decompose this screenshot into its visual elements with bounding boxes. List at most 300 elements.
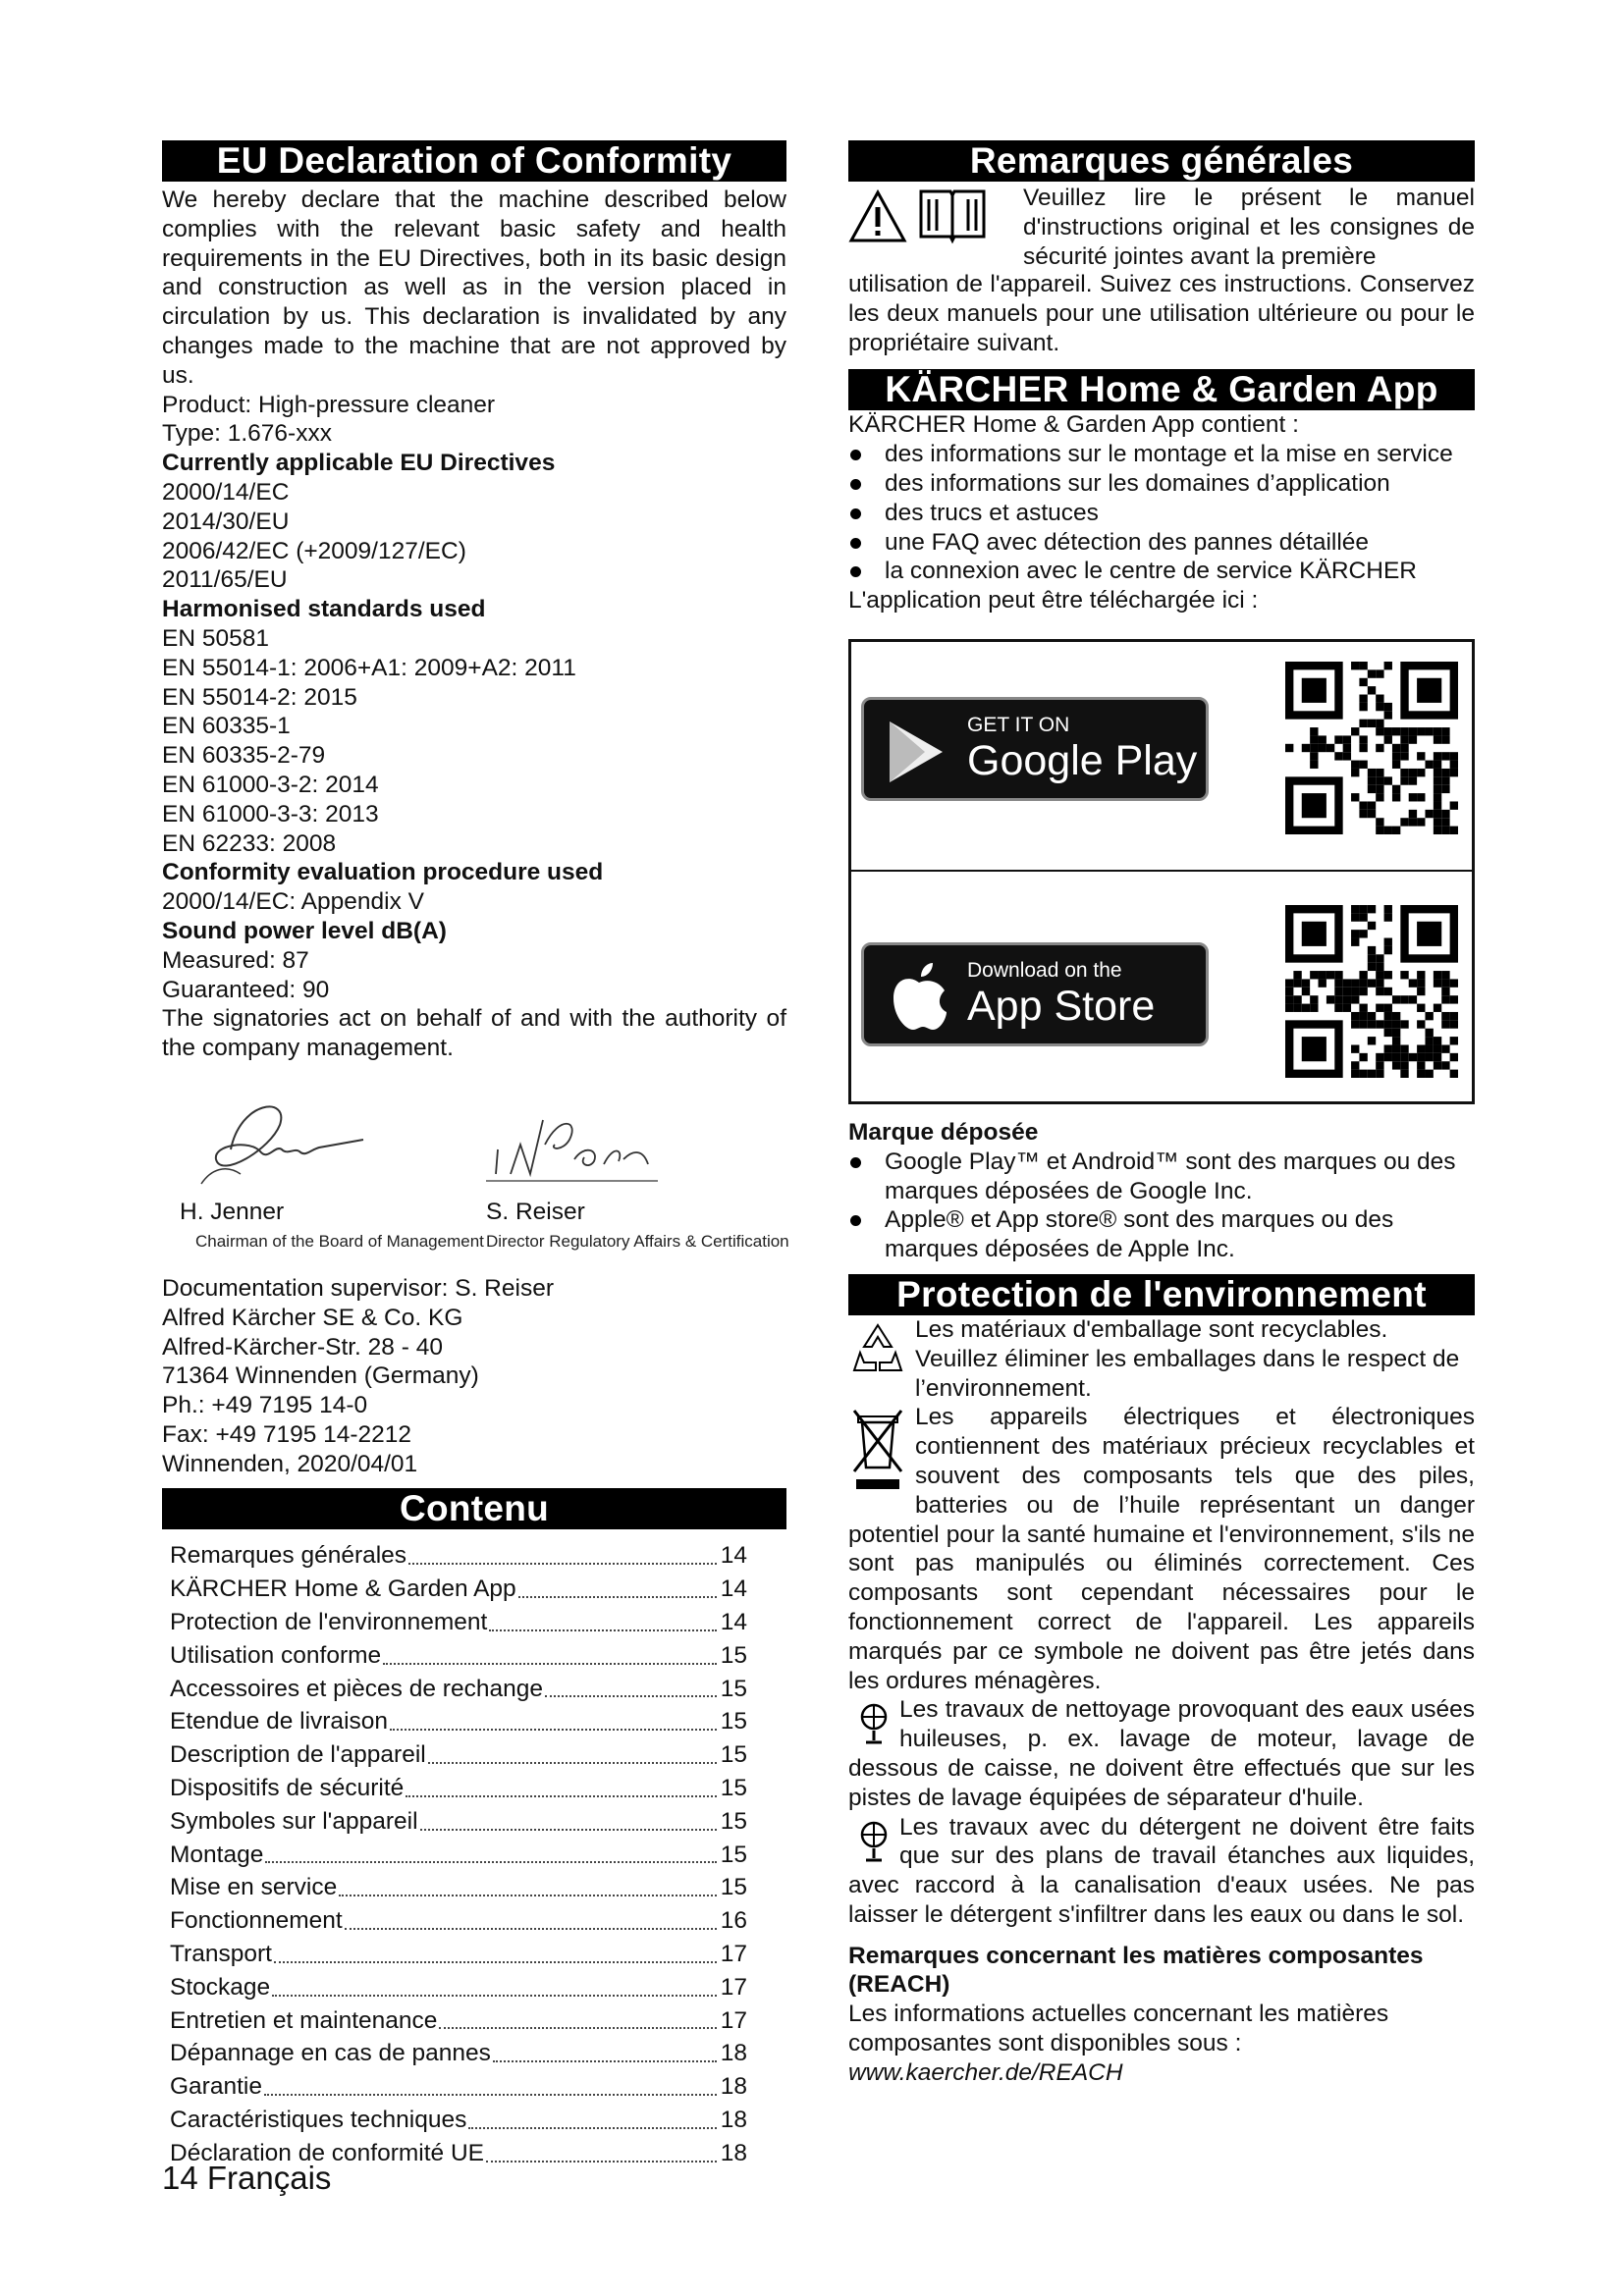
google-play-small: GET IT ON bbox=[967, 713, 1070, 736]
qr-module bbox=[1351, 769, 1359, 776]
qr-module bbox=[1343, 744, 1351, 752]
qr-module bbox=[1343, 1004, 1351, 1012]
qr-module bbox=[1400, 727, 1408, 735]
eu-declaration-text: We hereby declare that the machine described below complies with the relevant basic safety and health requirements in the EU Directives, both in its basic design and construction as well as in the version placed in circulation by us. This declaration is invalidated by any changes made to the machine that are not approved by us. bbox=[162, 187, 786, 389]
signature-jenner bbox=[172, 1091, 484, 1253]
qr-module bbox=[1400, 769, 1408, 776]
qr-module bbox=[1434, 810, 1441, 818]
toc-entry[interactable] bbox=[162, 2004, 786, 2038]
toc-entry[interactable] bbox=[162, 1938, 786, 1971]
qr-module bbox=[1334, 988, 1342, 995]
reach-heading: Remarques concernant les matières composantes (REACH) bbox=[848, 1942, 1424, 1999]
qr-module bbox=[1376, 1004, 1383, 1012]
qr-module bbox=[1368, 720, 1376, 727]
qr-module bbox=[1409, 793, 1417, 801]
qr-module bbox=[1285, 744, 1293, 752]
procedure-text: 2000/14/EC: Appendix V bbox=[162, 888, 424, 916]
qr-module bbox=[1441, 1012, 1449, 1020]
qr-module bbox=[1441, 1061, 1449, 1069]
qr-module bbox=[1384, 776, 1392, 784]
toc-leader bbox=[264, 2094, 717, 2096]
toc-page: 16 bbox=[720, 1907, 747, 1935]
qr-module bbox=[1417, 1044, 1425, 1052]
qr-finder-pattern bbox=[1417, 922, 1441, 946]
qr-module bbox=[1400, 971, 1408, 979]
qr-module bbox=[1310, 761, 1318, 769]
qr-module bbox=[1285, 1004, 1293, 1012]
toc-leader bbox=[272, 1995, 717, 1997]
table-of-contents bbox=[162, 1539, 786, 2169]
qr-module bbox=[1334, 735, 1342, 743]
toc-leader bbox=[545, 1695, 717, 1697]
signature-reiser-drawing bbox=[486, 1091, 682, 1199]
qr-module bbox=[1310, 995, 1318, 1003]
toc-page: 18 bbox=[720, 2139, 747, 2166]
qr-module bbox=[1359, 971, 1367, 979]
standard-item: EN 60335-1 bbox=[162, 713, 291, 740]
qr-finder-pattern bbox=[1302, 793, 1326, 818]
qr-module bbox=[1293, 995, 1301, 1003]
toc-page: 18 bbox=[720, 2040, 747, 2067]
qr-module bbox=[1302, 979, 1310, 987]
env-oil-text bbox=[848, 1695, 1475, 1812]
signatories-text: The signatories act on behalf of and with the authority of the company management. bbox=[162, 1005, 786, 1062]
qr-module bbox=[1425, 1070, 1433, 1078]
reach-link[interactable]: www.kaercher.de/REACH bbox=[848, 2058, 1123, 2086]
toc-leader bbox=[518, 1596, 717, 1598]
toc-entry[interactable] bbox=[162, 1971, 786, 2004]
qr-module bbox=[1384, 937, 1392, 945]
standards-heading: Harmonised standards used bbox=[162, 596, 486, 623]
qr-module bbox=[1310, 752, 1318, 760]
qr-module bbox=[1351, 1044, 1359, 1052]
qr-module bbox=[1368, 769, 1376, 776]
qr-module bbox=[1441, 727, 1449, 735]
qr-module bbox=[1384, 662, 1392, 669]
env-weee-content: Les appareils électriques et électroniques contiennent des matériaux précieux recyclables et souvent des composants tels que des piles, batteries ou de l’huile représentant un danger potentiel pour la santé humaine et l'environnement, s'ils ne sont pas manipulés ou éliminés correctement. Ces composants sont cependant nécessaires pour le fonctionnement correct de l'appareil. Les appareils marqués par ce symbole ne doivent pas être jetés dans les ordures ménagères. bbox=[848, 1404, 1475, 1694]
list-item: la connexion avec le centre de service KÄRCHER bbox=[848, 557, 1475, 586]
toc-entry[interactable] bbox=[162, 1904, 786, 1938]
env-oil-block bbox=[848, 1695, 1475, 1812]
qr-module bbox=[1417, 727, 1425, 735]
toc-entry[interactable] bbox=[162, 1805, 786, 1839]
qr-module bbox=[1368, 954, 1376, 962]
qr-module bbox=[1368, 801, 1376, 809]
toc-leader bbox=[274, 1961, 717, 1963]
signature-area bbox=[162, 1091, 789, 1253]
oil-tap-icon bbox=[850, 1697, 897, 1748]
type-line: Type: 1.676-xxx bbox=[162, 420, 332, 448]
env-detergent-block bbox=[848, 1813, 1475, 1930]
qr-module bbox=[1392, 727, 1400, 735]
qr-module bbox=[1417, 1070, 1425, 1078]
google-play-icon bbox=[886, 720, 947, 784]
qr-module bbox=[1417, 1053, 1425, 1061]
qr-module bbox=[1368, 1037, 1376, 1044]
qr-module bbox=[1359, 1020, 1367, 1028]
qr-module bbox=[1343, 752, 1351, 760]
signature-jenner-drawing bbox=[172, 1091, 407, 1199]
qr-module bbox=[1343, 988, 1351, 995]
toc-page: 14 bbox=[720, 1609, 747, 1636]
standard-item: EN 55014-1: 2006+A1: 2009+A2: 2011 bbox=[162, 654, 576, 681]
qr-module bbox=[1434, 793, 1441, 801]
qr-module bbox=[1319, 735, 1326, 743]
qr-module bbox=[1434, 1004, 1441, 1012]
apple-logo-icon bbox=[890, 961, 948, 1032]
qr-module bbox=[1409, 735, 1417, 743]
qr-module bbox=[1434, 752, 1441, 760]
qr-module bbox=[1392, 752, 1400, 760]
detergent-tap-icon bbox=[850, 1815, 897, 1866]
qr-module bbox=[1450, 827, 1458, 834]
qr-module bbox=[1368, 1012, 1376, 1020]
qr-module bbox=[1359, 678, 1367, 686]
qr-module bbox=[1368, 922, 1376, 930]
qr-module bbox=[1384, 711, 1392, 719]
qr-module bbox=[1359, 801, 1367, 809]
qr-module bbox=[1343, 735, 1351, 743]
app-download-box bbox=[848, 639, 1475, 1104]
qr-module bbox=[1359, 905, 1367, 913]
contenu-heading: Contenu bbox=[162, 1488, 786, 1529]
toc-leader bbox=[489, 1629, 716, 1631]
qr-module bbox=[1434, 1061, 1441, 1069]
toc-entry[interactable] bbox=[162, 1539, 786, 1573]
qr-module bbox=[1326, 971, 1334, 979]
toc-entry[interactable] bbox=[162, 2037, 786, 2070]
qr-module bbox=[1359, 720, 1367, 727]
toc-entry[interactable] bbox=[162, 1772, 786, 1805]
toc-title: Fonctionnement bbox=[170, 1907, 343, 1935]
qr-module bbox=[1351, 995, 1359, 1003]
qr-module bbox=[1359, 810, 1367, 818]
qr-module bbox=[1409, 776, 1417, 784]
qr-module bbox=[1384, 827, 1392, 834]
right-column bbox=[848, 140, 1475, 2088]
qr-module bbox=[1441, 776, 1449, 784]
qr-module bbox=[1417, 988, 1425, 995]
qr-module bbox=[1392, 744, 1400, 752]
toc-title: Entretien et maintenance bbox=[170, 2006, 438, 2034]
toc-page: 15 bbox=[720, 1741, 747, 1769]
app-store-big: App Store bbox=[967, 982, 1156, 1030]
env-weee-block bbox=[848, 1403, 1475, 1695]
contact-line: 71364 Winnenden (Germany) bbox=[162, 1362, 479, 1390]
qr-module bbox=[1434, 776, 1441, 784]
directive-item: 2000/14/EC bbox=[162, 478, 290, 506]
qr-module bbox=[1302, 744, 1310, 752]
qr-module bbox=[1334, 995, 1342, 1003]
qr-module bbox=[1434, 1053, 1441, 1061]
toc-entry[interactable] bbox=[162, 1839, 786, 1872]
box-divider bbox=[851, 870, 1472, 872]
toc-title: Accessoires et pièces de rechange bbox=[170, 1675, 543, 1702]
toc-entry[interactable] bbox=[162, 1606, 786, 1639]
environment-heading: Protection de l'environnement bbox=[848, 1274, 1475, 1315]
sig1-name: H. Jenner bbox=[180, 1198, 285, 1225]
toc-page: 15 bbox=[720, 1641, 747, 1669]
qr-module bbox=[1392, 1029, 1400, 1037]
qr-module bbox=[1376, 769, 1383, 776]
qr-module bbox=[1376, 785, 1383, 793]
standard-item: EN 62233: 2008 bbox=[162, 829, 337, 857]
qr-module bbox=[1392, 785, 1400, 793]
qr-module bbox=[1441, 971, 1449, 979]
qr-module bbox=[1450, 1037, 1458, 1044]
qr-module bbox=[1384, 905, 1392, 913]
qr-module bbox=[1425, 761, 1433, 769]
toc-leader bbox=[345, 1928, 717, 1930]
qr-module bbox=[1351, 988, 1359, 995]
qr-module bbox=[1310, 971, 1318, 979]
qr-module bbox=[1400, 995, 1408, 1003]
qr-module bbox=[1334, 752, 1342, 760]
procedure-heading: Conformity evaluation procedure used bbox=[162, 859, 604, 886]
qr-finder-pattern bbox=[1302, 1037, 1326, 1061]
qr-module bbox=[1351, 727, 1359, 735]
qr-module bbox=[1334, 979, 1342, 987]
qr-module bbox=[1376, 720, 1383, 727]
directives-heading: Currently applicable EU Directives bbox=[162, 450, 556, 477]
toc-leader bbox=[383, 1663, 717, 1665]
qr-module bbox=[1351, 1070, 1359, 1078]
qr-module bbox=[1392, 761, 1400, 769]
qr-module bbox=[1417, 979, 1425, 987]
qr-module bbox=[1368, 905, 1376, 913]
qr-module bbox=[1384, 971, 1392, 979]
qr-module bbox=[1441, 785, 1449, 793]
qr-module bbox=[1368, 686, 1376, 694]
qr-module bbox=[1384, 1044, 1392, 1052]
toc-page: 17 bbox=[720, 1973, 747, 2001]
sig1-role: Chairman of the Board of Management bbox=[195, 1231, 484, 1251]
toc-entry[interactable] bbox=[162, 1673, 786, 1706]
qr-module bbox=[1409, 727, 1417, 735]
app-heading: KÄRCHER Home & Garden App bbox=[848, 369, 1475, 410]
qr-module bbox=[1441, 1044, 1449, 1052]
env-oil-content: Les travaux de nettoyage provoquant des eaux usées huileuses, p. ex. lavage de moteur, lavage de dessous de caisse, ne doivent être effectués que sur les pistes de lavage équipées de séparateur d'huile. bbox=[848, 1696, 1475, 1811]
qr-module bbox=[1384, 988, 1392, 995]
env-detergent-text bbox=[848, 1813, 1475, 1930]
app-store-badge[interactable] bbox=[861, 942, 1209, 1046]
qr-module bbox=[1359, 979, 1367, 987]
qr-module bbox=[1441, 752, 1449, 760]
env-recycle-block bbox=[848, 1315, 1475, 1403]
qr-module bbox=[1368, 946, 1376, 954]
qr-module bbox=[1351, 1012, 1359, 1020]
qr-module bbox=[1441, 988, 1449, 995]
reach-text-content: Les informations actuelles concernant les matières composantes sont disponibles sous : bbox=[848, 2001, 1389, 2057]
qr-module bbox=[1359, 930, 1367, 937]
qr-module bbox=[1417, 818, 1425, 826]
qr-module bbox=[1417, 971, 1425, 979]
qr-module bbox=[1434, 785, 1441, 793]
toc-page: 15 bbox=[720, 1807, 747, 1835]
qr-module bbox=[1450, 801, 1458, 809]
toc-title: Montage bbox=[170, 1841, 264, 1868]
qr-module bbox=[1376, 1070, 1383, 1078]
contact-line: Alfred-Kärcher-Str. 28 - 40 bbox=[162, 1333, 443, 1361]
qr-module bbox=[1392, 1012, 1400, 1020]
qr-module bbox=[1384, 735, 1392, 743]
qr-module bbox=[1434, 1044, 1441, 1052]
qr-module bbox=[1376, 793, 1383, 801]
remarques-text-b: utilisation de l'appareil. Suivez ces instructions. Conservez les deux manuels pour une utilisation ultérieure ou pour le propriétaire suivant. bbox=[848, 271, 1475, 356]
qr-module bbox=[1376, 703, 1383, 711]
qr-module bbox=[1376, 694, 1383, 702]
remarques-text-a: Veuillez lire le présent le manuel d'instructions original et les consignes de sécurité jointes avant la première bbox=[1023, 185, 1475, 270]
qr-module bbox=[1400, 752, 1408, 760]
toc-title: KÄRCHER Home & Garden App bbox=[170, 1575, 516, 1603]
google-play-badge[interactable] bbox=[861, 697, 1209, 801]
directive-item: 2006/42/EC (+2009/127/EC) bbox=[162, 537, 466, 564]
qr-module bbox=[1441, 810, 1449, 818]
qr-module bbox=[1368, 1020, 1376, 1028]
directive-item: 2014/30/EU bbox=[162, 507, 290, 535]
qr-module bbox=[1326, 744, 1334, 752]
qr-module bbox=[1376, 1061, 1383, 1069]
standard-item: EN 61000-3-2: 2014 bbox=[162, 771, 379, 798]
reach-text bbox=[848, 2000, 1475, 2087]
qr-code-google-play-icon bbox=[1285, 662, 1458, 834]
qr-module bbox=[1302, 1004, 1310, 1012]
list-item: des informations sur les domaines d’application bbox=[848, 469, 1475, 499]
toc-entry[interactable] bbox=[162, 2070, 786, 2104]
qr-module bbox=[1434, 727, 1441, 735]
qr-module bbox=[1434, 818, 1441, 826]
sig2-name: S. Reiser bbox=[486, 1198, 585, 1225]
qr-module bbox=[1368, 669, 1376, 677]
qr-module bbox=[1334, 1004, 1342, 1012]
qr-module bbox=[1351, 930, 1359, 937]
toc-title: Symboles sur l'appareil bbox=[170, 1807, 418, 1835]
qr-module bbox=[1417, 793, 1425, 801]
qr-module bbox=[1384, 1012, 1392, 1020]
qr-module bbox=[1425, 727, 1433, 735]
toc-title: Dépannage en cas de pannes bbox=[170, 2040, 491, 2067]
qr-module bbox=[1376, 954, 1383, 962]
toc-title: Stockage bbox=[170, 1973, 271, 2001]
toc-page: 14 bbox=[720, 1575, 747, 1603]
qr-module bbox=[1351, 979, 1359, 987]
contact-line: Winnenden, 2020/04/01 bbox=[162, 1450, 418, 1477]
qr-module bbox=[1376, 744, 1383, 752]
list-item: Apple® et App store® sont des marques ou des marques déposées de Apple Inc. bbox=[848, 1205, 1475, 1264]
qr-module bbox=[1376, 1053, 1383, 1061]
qr-module bbox=[1368, 963, 1376, 971]
qr-module bbox=[1392, 1044, 1400, 1052]
standard-item: EN 50581 bbox=[162, 624, 269, 652]
qr-module bbox=[1376, 1020, 1383, 1028]
qr-module bbox=[1434, 735, 1441, 743]
qr-module bbox=[1359, 913, 1367, 921]
app-intro: KÄRCHER Home & Garden App contient : bbox=[848, 411, 1299, 439]
qr-module bbox=[1376, 963, 1383, 971]
toc-entry[interactable] bbox=[162, 1639, 786, 1673]
toc-title: Transport bbox=[170, 1941, 272, 1968]
app-download-text: L'application peut être téléchargée ici : bbox=[848, 587, 1259, 614]
warning-triangle-icon bbox=[848, 189, 907, 243]
qr-module bbox=[1368, 1070, 1376, 1078]
page-footer: 14 Français bbox=[162, 2160, 332, 2196]
qr-module bbox=[1384, 946, 1392, 954]
qr-module bbox=[1359, 1070, 1367, 1078]
qr-module bbox=[1392, 995, 1400, 1003]
toc-entry[interactable] bbox=[162, 1705, 786, 1738]
env-recycle-text: Les matériaux d'emballage sont recyclables. Veuillez éliminer les emballages dans le respect de l’environnement. bbox=[915, 1315, 1460, 1402]
contact-line: Ph.: +49 7195 14-0 bbox=[162, 1392, 368, 1419]
qr-module bbox=[1425, 1029, 1433, 1037]
qr-module bbox=[1400, 1061, 1408, 1069]
qr-module bbox=[1285, 979, 1293, 987]
qr-module bbox=[1450, 995, 1458, 1003]
qr-module bbox=[1417, 1020, 1425, 1028]
qr-module bbox=[1384, 913, 1392, 921]
toc-entry[interactable] bbox=[162, 1738, 786, 1772]
toc-entry[interactable] bbox=[162, 1871, 786, 1904]
toc-entry[interactable] bbox=[162, 1573, 786, 1606]
sound-measured: Measured: 87 bbox=[162, 946, 309, 974]
qr-module bbox=[1285, 988, 1293, 995]
qr-module bbox=[1441, 735, 1449, 743]
qr-module bbox=[1359, 703, 1367, 711]
toc-entry[interactable] bbox=[162, 2104, 786, 2137]
qr-module bbox=[1434, 827, 1441, 834]
sound-guaranteed: Guaranteed: 90 bbox=[162, 976, 330, 1003]
qr-module bbox=[1359, 694, 1367, 702]
qr-module bbox=[1293, 971, 1301, 979]
toc-page: 17 bbox=[720, 2006, 747, 2034]
qr-module bbox=[1450, 769, 1458, 776]
qr-module bbox=[1376, 971, 1383, 979]
eu-declaration-heading: EU Declaration of Conformity bbox=[162, 140, 786, 182]
toc-leader bbox=[468, 2127, 716, 2129]
qr-module bbox=[1434, 769, 1441, 776]
toc-leader bbox=[390, 1729, 717, 1731]
qr-module bbox=[1384, 1029, 1392, 1037]
qr-module bbox=[1384, 1053, 1392, 1061]
toc-page: 18 bbox=[720, 2073, 747, 2101]
qr-module bbox=[1376, 818, 1383, 826]
contact-line: Documentation supervisor: S. Reiser bbox=[162, 1274, 554, 1302]
qr-module bbox=[1425, 1037, 1433, 1044]
qr-module bbox=[1400, 818, 1408, 826]
qr-module bbox=[1359, 1004, 1367, 1012]
qr-module bbox=[1434, 801, 1441, 809]
qr-module bbox=[1310, 727, 1318, 735]
qr-module bbox=[1417, 1061, 1425, 1069]
qr-module bbox=[1293, 1004, 1301, 1012]
contact-block bbox=[162, 1274, 786, 1479]
toc-title: Déclaration de conformité UE bbox=[170, 2139, 485, 2166]
toc-title: Garantie bbox=[170, 2073, 262, 2101]
left-column bbox=[162, 140, 789, 2170]
qr-module bbox=[1368, 776, 1376, 784]
qr-finder-pattern bbox=[1302, 922, 1326, 946]
qr-module bbox=[1359, 1012, 1367, 1020]
toc-leader bbox=[420, 1829, 717, 1831]
qr-module bbox=[1376, 669, 1383, 677]
qr-module bbox=[1359, 1053, 1367, 1061]
standard-item: EN 60335-2-79 bbox=[162, 742, 326, 770]
qr-module bbox=[1450, 752, 1458, 760]
qr-module bbox=[1425, 810, 1433, 818]
qr-module bbox=[1319, 744, 1326, 752]
app-store-small: Download on the bbox=[967, 958, 1122, 982]
qr-module bbox=[1434, 979, 1441, 987]
qr-module bbox=[1425, 1053, 1433, 1061]
